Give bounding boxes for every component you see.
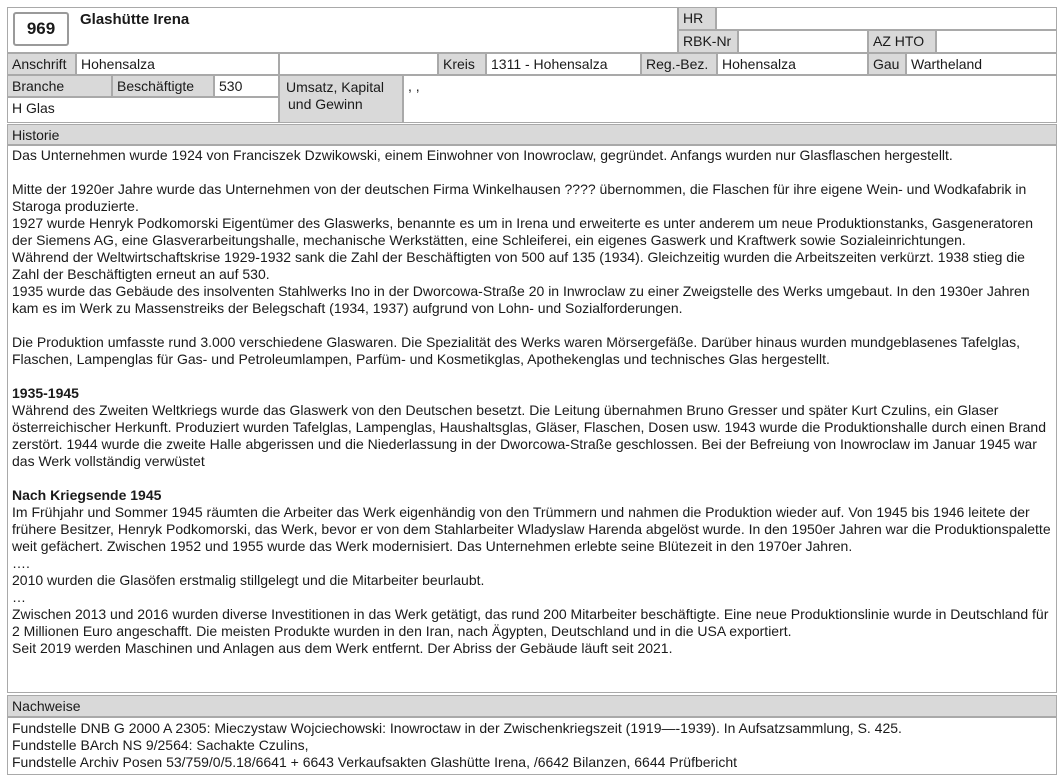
historie-label: Historie: [7, 124, 1057, 145]
rbk-label: RBK-Nr: [678, 30, 738, 53]
historie-paragraph: Das Unternehmen wurde 1924 von Franciszek Dzwikowski, einem Einwohner von Inowroclaw, gegründet. Anfangs wurden nur Glasflaschen hergestellt.: [12, 147, 953, 163]
historie-paragraph: Während des Zweiten Weltkriegs wurde das Glaswerk von den Deutschen besetzt. Die Leitung übernahmen Bruno Gresser und später Kurt Czulins, ein Glaser österreichischer Herkunft. Produziert wurden Tafelglas, Lampenglas, Haushaltsglas, Gläser, Flaschen, Dosen usw. 1943 wurde die Produktionshalle durch einen Brand zerstört. 1944 wurde die zweite Halle abgerissen und die Niederlassung in der Dworcowa-Straße geschlossen. Bei der Befreiung von Inowroclaw im Januar 1945 war das Werk vollständig verwüstet: [12, 402, 1046, 469]
hr-value: [716, 7, 1057, 30]
historie-paragraph: 2010 wurden die Glasöfen erstmalig stillgelegt und die Mitarbeiter beurlaubt.: [12, 572, 485, 588]
umsatz-label: [279, 75, 403, 123]
historie-paragraph: Mitte der 1920er Jahre wurde das Unternehmen von der deutschen Firma Winkelhausen ???? übernommen, die Flaschen für ihre eigene Wein- und Wodkafabrik in Staroga produzierte.: [12, 181, 1027, 214]
nachweis-line: Fundstelle DNB G 2000 A 2305: Mieczystaw Wojciechowski: Inowroctaw in der Zwischenkriegszeit (1919—-1939). In Aufsatzsammlung, S. 425.: [12, 720, 902, 736]
regbez-value: Hohensalza: [717, 53, 868, 75]
beschaeftigte-value: 530: [214, 75, 279, 97]
regbez-label: Reg.-Bez.: [641, 53, 717, 75]
ellipsis: …: [12, 589, 26, 605]
hr-label: HR: [678, 7, 716, 30]
anschrift-value: Hohensalza: [76, 53, 279, 75]
historie-paragraph: Die Produktion umfasste rund 3.000 verschiedene Glaswaren. Die Spezialität des Werks waren Mörsergefäße. Darüber hinaus wurden mundgeblasenes Tafelglas, Flaschen, Lampenglas für Gas- und Petroleumlampen, Parfüm- und Kosmetikglas, Apothekenglas und technisches Glas hergestellt.: [12, 334, 1021, 367]
anschrift-extra: [279, 53, 438, 75]
section-heading-nach-kriegsende: Nach Kriegsende 1945: [12, 487, 162, 503]
historie-paragraph: Während der Weltwirtschaftskrise 1929-1932 sank die Zahl der Beschäftigten von 500 auf 135 (1934). Gleichzeitig wurden die Arbeitszeiten verkürzt. 1938 stieg die Zahl der Beschäftigten erneut an auf 530.: [12, 249, 1025, 282]
rbk-value: [738, 30, 868, 53]
kreis-label: Kreis: [438, 53, 486, 75]
gau-label: Gau: [868, 53, 906, 75]
nachweise-label: Nachweise: [7, 695, 1057, 717]
nachweis-line: Fundstelle BArch NS 9/2564: Sachakte Czulins,: [12, 737, 309, 753]
historie-paragraph: Im Frühjahr und Sommer 1945 räumten die Arbeiter das Werk eigenhändig von den Trümmern und nahmen die Produktion wieder auf. Von 1945 bis 1946 leitete der frühere Besitzer, Henryk Podkomorski, das Werk, bevor er von dem Stahlarbeiter Wladyslaw Harenda abgelöst wurde. In den 1950er Jahren war die Produktionspalette weit gefächert. Zwischen 1952 und 1955 wurde das Werk modernisiert. Das Unternehmen erlebte seine Blütezeit in den 1970er Jahren.: [12, 504, 1051, 554]
branche-value: H Glas: [7, 97, 279, 123]
historie-paragraph: Zwischen 2013 und 2016 wurden diverse Investitionen in das Werk getätigt, das rund 200 Mitarbeiter beschäftigte. Eine neue Produktionslinie wurde in Deutschland für 2 Millionen Euro angeschafft. Die meisten Produkte wurden in den Iran, nach Ägypten, Deutschland und in die USA exportiert.: [12, 606, 1049, 639]
historie-paragraph: Seit 2019 werden Maschinen und Anlagen aus dem Werk entfernt. Der Abriss der Gebäude läuft seit 2021.: [12, 640, 673, 656]
umsatz-label-line2: und Gewinn: [288, 96, 363, 112]
historie-paragraph: 1935 wurde das Gebäude des insolventen Stahlwerks Ino in der Dworcowa-Straße 20 in Inwroclaw zu einer Zweigstelle des Werks umgebaut. In den 1930er Jahren kam es im Werk zu Massenstreiks der Belegschaft (1934, 1937) aufgrund von Lohn- und Sozialforderungen.: [12, 283, 1030, 316]
historie-paragraph: 1927 wurde Henryk Podkomorski Eigentümer des Glaswerks, benannte es um in Irena und erweiterte es unter anderem um neue Produktionstanks, Gasgeneratoren der Siemens AG, eine Glasverarbeitungshalle, mechanische Werkstätten, eine Schleiferei, ein eigenes Gaswerk und Kraftwerk sowie Sozialeinrichtungen.: [12, 215, 1033, 248]
branche-label: Branche: [7, 75, 112, 97]
company-title: Glashütte Irena: [80, 11, 190, 28]
umsatz-value: , ,: [403, 75, 1057, 123]
azhto-value: [936, 30, 1057, 53]
umsatz-label-line1: Umsatz, Kapital: [286, 79, 385, 95]
record-id: 969: [13, 12, 69, 46]
ellipsis: ….: [12, 555, 30, 571]
azhto-label: AZ HTO: [868, 30, 936, 53]
historie-text: [7, 147, 1057, 657]
beschaeftigte-label: Beschäftigte: [112, 75, 214, 97]
section-heading-1935-1945: 1935-1945: [12, 385, 79, 401]
nachweis-line: Fundstelle Archiv Posen 53/759/0/5.18/6641 + 6643 Verkaufsakten Glashütte Irena, /6642 Bilanzen, 6644 Prüfbericht: [12, 754, 737, 770]
kreis-value: 1311 - Hohensalza: [486, 53, 641, 75]
nachweise-text: [7, 720, 1057, 771]
anschrift-label: Anschrift: [7, 53, 76, 75]
gau-value: Wartheland: [906, 53, 1057, 75]
